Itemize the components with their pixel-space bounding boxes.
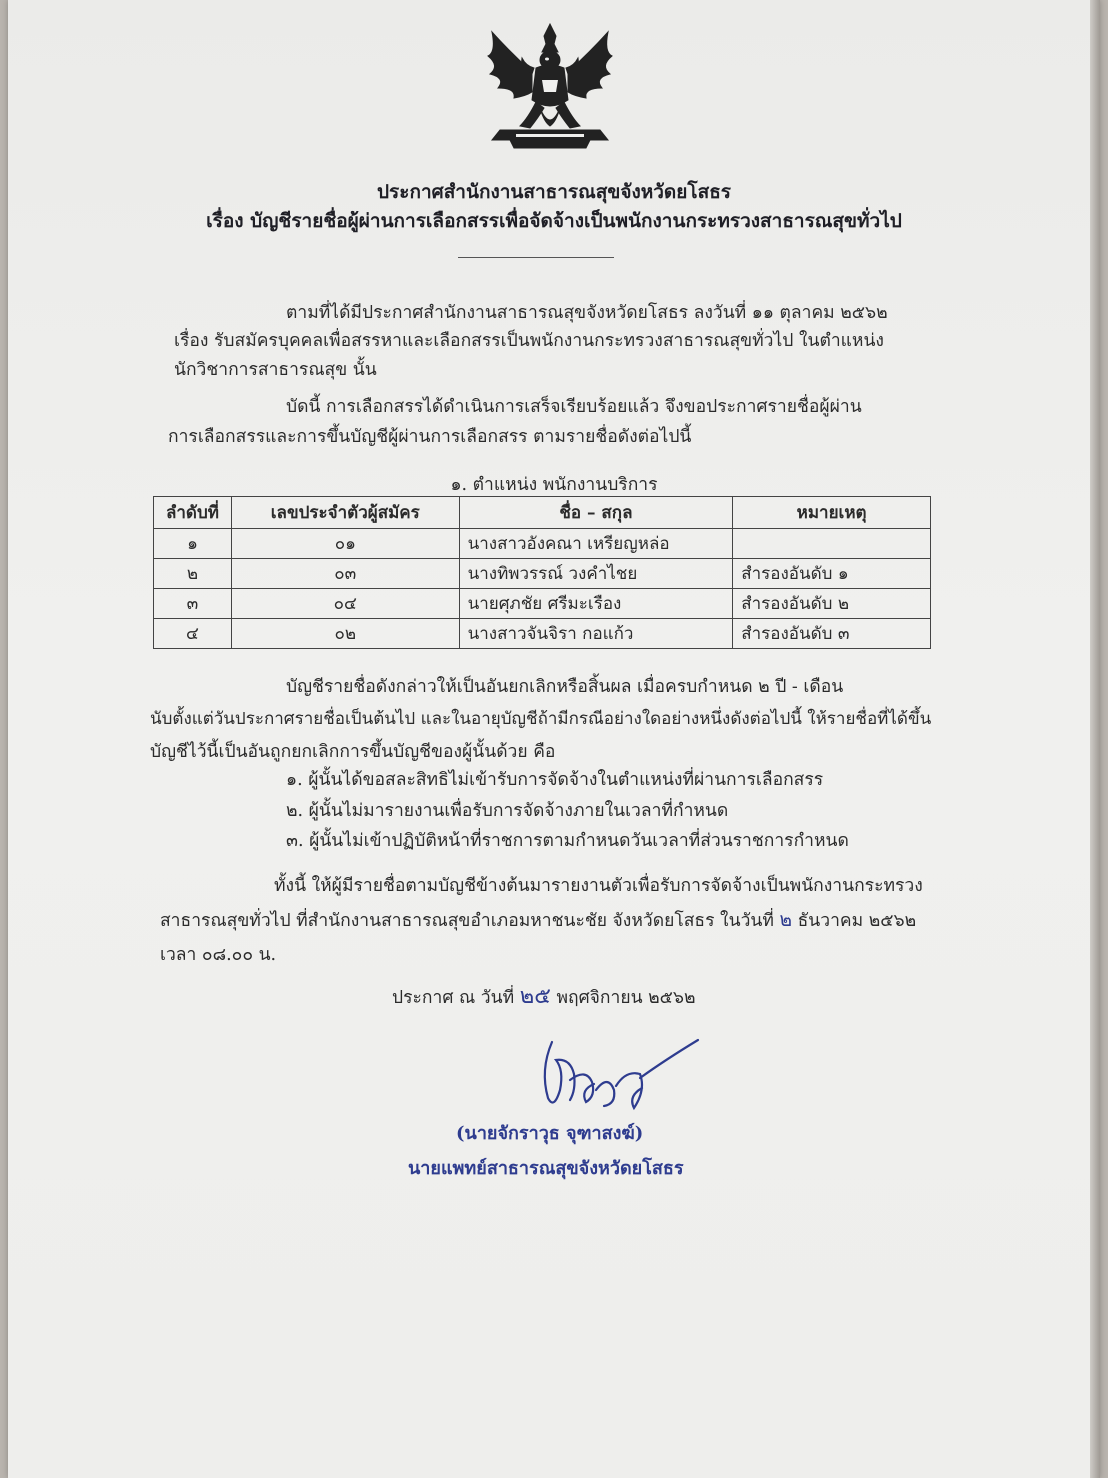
cell-note: สำรองอันดับ ๒ (733, 589, 931, 619)
signature-mark (530, 1030, 705, 1120)
report-line-2 (160, 905, 916, 935)
cell-name: นายศุภชัย ศรีมะเรือง (459, 589, 733, 619)
validity-line-1: บัญชีรายชื่อดังกล่าวให้เป็นอันยกเลิกหรือสิ้นผล เมื่อครบกำหนด ๒ ปี - เดือน (286, 677, 844, 697)
report-line-3: เวลา ๐๘.๐๐ น. (160, 945, 277, 965)
column-header-name: ชื่อ – สกุล (459, 497, 733, 529)
announcement-subject: เรื่อง บัญชีรายชื่อผู้ผ่านการเลือกสรรเพื่อจัดจ้างเป็นพนักงานกระทรวงสาธารณสุขทั่วไป (206, 210, 902, 232)
results-table (153, 496, 931, 649)
cell-applicant-id: ๐๒ (231, 619, 459, 649)
cell-note: สำรองอันดับ ๑ (733, 559, 931, 589)
cell-order: ๒ (154, 559, 232, 589)
report-line-1: ทั้งนี้ ให้ผู้มีรายชื่อตามบัญชีข้างต้นมารายงานตัวเพื่อรับการจัดจ้างเป็นพนักงานกระทรวง (274, 876, 923, 896)
cell-order: ๑ (154, 529, 232, 559)
condition-item-1: ๑. ผู้นั้นได้ขอสละสิทธิไม่เข้ารับการจัดจ้างในตำแหน่งที่ผ่านการเลือกสรร (286, 770, 824, 790)
announce-date-suffix: พฤศจิกายน ๒๕๖๒ (556, 988, 696, 1008)
announce-date (392, 978, 696, 1013)
cell-applicant-id: ๐๑ (231, 529, 459, 559)
validity-line-2: นับตั้งแต่วันประกาศรายชื่อเป็นต้นไป และในอายุบัญชีถ้ามีกรณีอย่างใดอย่างหนึ่งดังต่อไปนี้ ให้รายชื่อที่ได้ขึ้น (150, 709, 932, 729)
table-caption: ๑. ตำแหน่ง พนักงานบริการ (450, 475, 658, 495)
condition-item-3: ๓. ผู้นั้นไม่เข้าปฏิบัติหน้าที่ราชการตามกำหนดวันเวลาที่ส่วนราชการกำหนด (286, 831, 849, 851)
cell-order: ๓ (154, 589, 232, 619)
announce-day-handwritten: ๒๕ (519, 984, 551, 1009)
column-header-applicant-id: เลขประจำตัวผู้สมัคร (231, 497, 459, 529)
intro-line-5: การเลือกสรรและการขึ้นบัญชีผู้ผ่านการเลือกสรร ตามรายชื่อดังต่อไปนี้ (168, 427, 692, 447)
cell-order: ๔ (154, 619, 232, 649)
table-row (154, 589, 931, 619)
column-header-note: หมายเหตุ (733, 497, 931, 529)
cell-name: นางสาวอังคณา เหรียญหล่อ (459, 529, 733, 559)
report-date-prefix: สาธารณสุขทั่วไป ที่สำนักงานสาธารณสุขอำเภอมหาชนะชัย จังหวัดยโสธร ในวันที่ (160, 911, 774, 931)
signer-name: (นายจักราวุธ จุฑาสงฆ์) (456, 1123, 644, 1144)
report-date-suffix: ธันวาคม ๒๕๖๒ (797, 911, 917, 931)
intro-line-3: นักวิชาการสาธารณสุข นั้น (174, 360, 377, 380)
intro-line-2: เรื่อง รับสมัครบุคคลเพื่อสรรหาและเลือกสรรเป็นพนักงานกระทรวงสาธารณสุขทั่วไป ในตำแหน่ง (174, 331, 884, 351)
condition-item-2: ๒. ผู้นั้นไม่มารายงานเพื่อรับการจัดจ้างภายในเวลาที่กำหนด (286, 801, 729, 821)
table-row (154, 559, 931, 589)
table-row (154, 619, 931, 649)
table-row (154, 529, 931, 559)
intro-line-1: ตามที่ได้มีประกาศสำนักงานสาธารณสุขจังหวัดยโสธร ลงวันที่ ๑๑ ตุลาคม ๒๕๖๒ (286, 303, 888, 323)
table-header-row (154, 497, 931, 529)
column-header-order: ลำดับที่ (154, 497, 232, 529)
title-divider (458, 257, 614, 258)
validity-line-3: บัญชีไว้นี้เป็นอันถูกยกเลิกการขึ้นบัญชีของผู้นั้นด้วย คือ (150, 742, 556, 762)
cell-applicant-id: ๐๔ (231, 589, 459, 619)
intro-line-4: บัดนี้ การเลือกสรรได้ดำเนินการเสร็จเรียบร้อยแล้ว จึงขอประกาศรายชื่อผู้ผ่าน (286, 397, 862, 417)
announce-date-prefix: ประกาศ ณ วันที่ (392, 988, 515, 1008)
garuda-emblem-icon (470, 22, 630, 154)
cell-note: สำรองอันดับ ๓ (733, 619, 931, 649)
cell-name: นางทิพวรรณ์ วงคำไชย (459, 559, 733, 589)
cell-name: นางสาวจันจิรา กอแก้ว (459, 619, 733, 649)
cell-note (733, 529, 931, 559)
signer-position: นายแพทย์สาธารณสุขจังหวัดยโสธร (408, 1158, 684, 1179)
cell-applicant-id: ๐๓ (231, 559, 459, 589)
report-day-handwritten: ๒ (779, 909, 793, 931)
announcement-title: ประกาศสำนักงานสาธารณสุขจังหวัดยโสธร (376, 181, 732, 203)
